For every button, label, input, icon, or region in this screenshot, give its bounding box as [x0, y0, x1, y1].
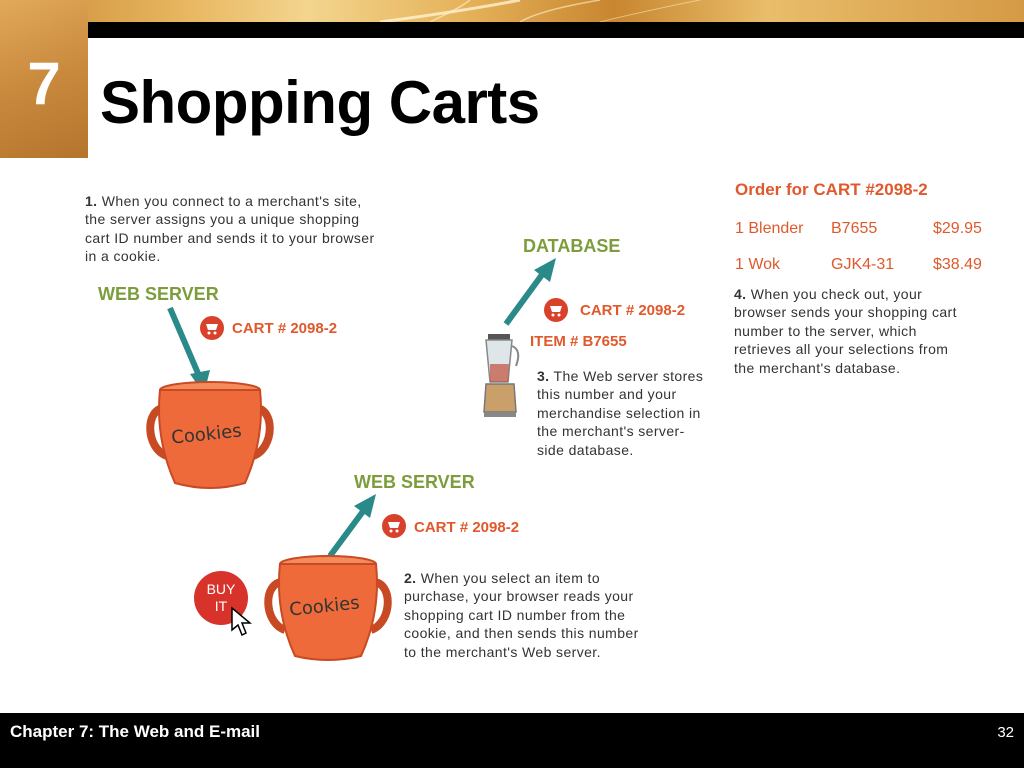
cart-label-2: CART # 2098-2	[414, 519, 520, 536]
page-number: 32	[997, 724, 1014, 741]
cart-label-1: CART # 2098-2	[232, 320, 338, 337]
step-1-text: 1. When you connect to a merchant's site, the server assigns you a unique shopping cart ID number and sends it to your browser in a cookie.	[85, 193, 375, 265]
cookie-jar-label-1: Cookies	[170, 420, 243, 449]
header-black-bar	[88, 22, 1024, 38]
buy-it-line-2: IT	[214, 598, 228, 614]
database-label: DATABASE	[523, 236, 621, 256]
cart-icon	[544, 298, 568, 322]
order-title: Order for CART #2098-2	[735, 180, 928, 199]
mouse-cursor-icon	[230, 606, 252, 638]
step-3-text: 3. The Web server stores this number and your merchandise selection in the merchant's server-side database.	[537, 368, 704, 458]
order-item-2: 1 Wok	[735, 256, 781, 273]
item-label: ITEM # B7655	[530, 333, 627, 350]
web-server-label-bottom: WEB SERVER	[354, 472, 475, 492]
footer-chapter-title: Chapter 7: The Web and E-mail	[10, 722, 261, 741]
buy-it-line-1: BUY	[206, 581, 236, 597]
order-code-2: GJK4-31	[831, 256, 895, 273]
step-2-text: 2. When you select an item to purchase, your browser reads your shopping cart ID number from the cookie, and then sends this number to the merchant's Web server.	[404, 570, 639, 660]
order-code-1: B7655	[831, 220, 878, 237]
page-title: Shopping Carts	[100, 69, 540, 136]
order-item-1: 1 Blender	[735, 220, 804, 237]
cart-icon	[200, 316, 224, 340]
leaf-vein-decoration	[0, 0, 1024, 22]
blender-icon	[476, 332, 526, 420]
web-server-label-top: WEB SERVER	[98, 284, 219, 304]
cart-icon	[382, 514, 406, 538]
cookie-jar-icon	[145, 378, 275, 493]
cookie-jar-icon	[263, 552, 393, 664]
step-4-text: 4. When you check out, your browser sends your shopping cart number to the server, which retrieves all your selections from the merchant's database.	[734, 286, 957, 376]
cart-label-3: CART # 2098-2	[580, 302, 686, 319]
cookie-jar-label-2: Cookies	[288, 592, 361, 621]
order-price-2: $38.49	[933, 256, 982, 273]
order-price-1: $29.95	[933, 220, 982, 237]
chapter-number: 7	[27, 50, 61, 117]
